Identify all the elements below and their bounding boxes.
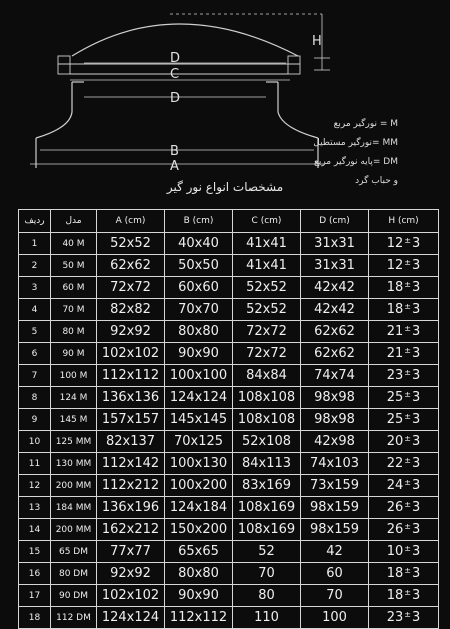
cell-model: 200 MM xyxy=(51,475,97,497)
cell-model: 100 M xyxy=(51,365,97,387)
cell-h xyxy=(369,233,439,255)
header-a: A (cm) xyxy=(97,210,165,233)
cell-b: 65x65 xyxy=(165,541,233,563)
cell-d: 98x159 xyxy=(301,497,369,519)
cell-c: 83x169 xyxy=(233,475,301,497)
cell-c: 84x113 xyxy=(233,453,301,475)
cell-a: 52x52 xyxy=(97,233,165,255)
legend-item: و حباب گرد xyxy=(355,176,398,186)
tolerance-sign: ± xyxy=(404,610,411,619)
cell-model: 125 MM xyxy=(51,431,97,453)
tolerance-sign: ± xyxy=(404,412,411,421)
height-value: 22 xyxy=(386,456,404,471)
height-value: 18 xyxy=(386,566,404,581)
cell-h xyxy=(369,255,439,277)
height-value: 23 xyxy=(386,610,404,625)
skylight-spec-table xyxy=(18,209,439,629)
cell-c: 84x84 xyxy=(233,365,301,387)
cell-a: 72x72 xyxy=(97,277,165,299)
height-value: 21 xyxy=(386,324,404,339)
cell-d: 42x42 xyxy=(301,299,369,321)
dim-label-d-top: D xyxy=(170,51,181,66)
cell-b: 60x60 xyxy=(165,277,233,299)
tolerance-value: 3 xyxy=(411,500,421,515)
cell-d: 42 xyxy=(301,541,369,563)
cell-model: 184 MM xyxy=(51,497,97,519)
table-row xyxy=(19,387,439,409)
cell-a: 124x124 xyxy=(97,607,165,629)
cell-d: 98x98 xyxy=(301,387,369,409)
cell-c: 52x52 xyxy=(233,277,301,299)
cell-row-number: 2 xyxy=(19,255,51,277)
tolerance-value: 3 xyxy=(411,544,421,559)
cell-d: 42x42 xyxy=(301,277,369,299)
cell-h xyxy=(369,299,439,321)
tolerance-sign: ± xyxy=(404,346,411,355)
cell-a: 92x92 xyxy=(97,563,165,585)
tolerance-sign: ± xyxy=(404,302,411,311)
height-value: 20 xyxy=(386,434,404,449)
cell-model: 130 MM xyxy=(51,453,97,475)
table-row xyxy=(19,255,439,277)
table-row xyxy=(19,365,439,387)
tolerance-value: 3 xyxy=(411,324,421,339)
height-value: 12 xyxy=(386,258,404,273)
cell-d: 60 xyxy=(301,563,369,585)
cell-a: 82x82 xyxy=(97,299,165,321)
tolerance-sign: ± xyxy=(404,368,411,377)
cell-c: 72x72 xyxy=(233,321,301,343)
cell-c: 110 xyxy=(233,607,301,629)
cell-b: 80x80 xyxy=(165,321,233,343)
tolerance-sign: ± xyxy=(404,478,411,487)
cell-b: 70x125 xyxy=(165,431,233,453)
header-c: C (cm) xyxy=(233,210,301,233)
table-row xyxy=(19,233,439,255)
tolerance-value: 3 xyxy=(411,588,421,603)
tolerance-sign: ± xyxy=(404,324,411,333)
cell-a: 62x62 xyxy=(97,255,165,277)
cell-c: 41x41 xyxy=(233,233,301,255)
tolerance-sign: ± xyxy=(404,434,411,443)
cell-h xyxy=(369,519,439,541)
tolerance-value: 3 xyxy=(411,412,421,427)
cell-row-number: 6 xyxy=(19,343,51,365)
tolerance-value: 3 xyxy=(411,610,421,625)
tolerance-sign: ± xyxy=(404,280,411,289)
cell-model: 145 M xyxy=(51,409,97,431)
tolerance-sign: ± xyxy=(404,544,411,553)
table-row xyxy=(19,453,439,475)
tolerance-value: 3 xyxy=(411,258,421,273)
cell-model: 124 M xyxy=(51,387,97,409)
dim-label-a: A xyxy=(170,159,179,174)
cell-row-number: 7 xyxy=(19,365,51,387)
cell-h xyxy=(369,453,439,475)
cell-h xyxy=(369,387,439,409)
header-h: H (cm) xyxy=(369,210,439,233)
cell-h xyxy=(369,343,439,365)
table-row xyxy=(19,585,439,607)
cell-d: 100 xyxy=(301,607,369,629)
table-row xyxy=(19,321,439,343)
cell-b: 90x90 xyxy=(165,343,233,365)
legend-item: DM =پایه نورگیر مربع xyxy=(314,157,398,167)
cell-row-number: 3 xyxy=(19,277,51,299)
height-value: 18 xyxy=(386,280,404,295)
cell-row-number: 8 xyxy=(19,387,51,409)
cell-model: 60 M xyxy=(51,277,97,299)
cell-b: 70x70 xyxy=(165,299,233,321)
cell-model: 80 DM xyxy=(51,563,97,585)
cell-a: 162x212 xyxy=(97,519,165,541)
cell-c: 108x108 xyxy=(233,387,301,409)
dim-label-d-mid: D xyxy=(170,91,181,106)
cell-d: 31x31 xyxy=(301,255,369,277)
table-row xyxy=(19,277,439,299)
cell-row-number: 15 xyxy=(19,541,51,563)
tolerance-value: 3 xyxy=(411,236,421,251)
tolerance-value: 3 xyxy=(411,302,421,317)
height-value: 12 xyxy=(386,236,404,251)
height-value: 21 xyxy=(386,346,404,361)
cell-row-number: 4 xyxy=(19,299,51,321)
cell-d: 98x159 xyxy=(301,519,369,541)
cell-a: 102x102 xyxy=(97,343,165,365)
cell-a: 77x77 xyxy=(97,541,165,563)
cell-b: 124x184 xyxy=(165,497,233,519)
cell-model: 112 DM xyxy=(51,607,97,629)
cell-row-number: 1 xyxy=(19,233,51,255)
cell-h xyxy=(369,321,439,343)
cell-d: 73x159 xyxy=(301,475,369,497)
cell-c: 52x108 xyxy=(233,431,301,453)
cell-a: 112x142 xyxy=(97,453,165,475)
tolerance-sign: ± xyxy=(404,258,411,267)
cell-a: 102x102 xyxy=(97,585,165,607)
height-value: 25 xyxy=(386,412,404,427)
legend-item: MM =نورگیر مستطیل xyxy=(313,138,398,148)
height-value: 10 xyxy=(386,544,404,559)
cell-h xyxy=(369,277,439,299)
dome-outline xyxy=(72,24,298,56)
cell-row-number: 14 xyxy=(19,519,51,541)
table-header-row xyxy=(19,210,439,233)
table-row xyxy=(19,409,439,431)
tolerance-value: 3 xyxy=(411,566,421,581)
dim-label-h: H xyxy=(312,34,322,49)
height-value: 23 xyxy=(386,368,404,383)
header-d: D (cm) xyxy=(301,210,369,233)
base-left-profile xyxy=(36,82,72,138)
cell-c: 52x52 xyxy=(233,299,301,321)
tolerance-sign: ± xyxy=(404,456,411,465)
tolerance-sign: ± xyxy=(404,236,411,245)
cell-c: 108x108 xyxy=(233,409,301,431)
tolerance-value: 3 xyxy=(411,522,421,537)
cell-d: 70 xyxy=(301,585,369,607)
table-row xyxy=(19,563,439,585)
dim-label-b: B xyxy=(170,144,179,159)
cell-h xyxy=(369,585,439,607)
height-value: 18 xyxy=(386,302,404,317)
cell-d: 74x103 xyxy=(301,453,369,475)
cell-b: 100x200 xyxy=(165,475,233,497)
header-row-number: ردیف xyxy=(19,210,51,233)
cell-b: 150x200 xyxy=(165,519,233,541)
cell-d: 98x98 xyxy=(301,409,369,431)
table-row xyxy=(19,541,439,563)
cell-b: 100x130 xyxy=(165,453,233,475)
tolerance-value: 3 xyxy=(411,390,421,405)
cell-b: 124x124 xyxy=(165,387,233,409)
height-value: 24 xyxy=(386,478,404,493)
table-body xyxy=(19,233,439,629)
dim-label-c: C xyxy=(170,67,180,82)
cell-b: 80x80 xyxy=(165,563,233,585)
tolerance-sign: ± xyxy=(404,522,411,531)
table-row xyxy=(19,497,439,519)
tolerance-value: 3 xyxy=(411,368,421,383)
cell-row-number: 18 xyxy=(19,607,51,629)
cell-model: 70 M xyxy=(51,299,97,321)
cell-a: 112x112 xyxy=(97,365,165,387)
cell-b: 112x112 xyxy=(165,607,233,629)
height-value: 18 xyxy=(386,588,404,603)
cell-d: 74x74 xyxy=(301,365,369,387)
cell-h xyxy=(369,365,439,387)
tolerance-sign: ± xyxy=(404,390,411,399)
cell-row-number: 5 xyxy=(19,321,51,343)
cell-c: 72x72 xyxy=(233,343,301,365)
header-model: مدل xyxy=(51,210,97,233)
cell-b: 40x40 xyxy=(165,233,233,255)
cell-model: 200 MM xyxy=(51,519,97,541)
cell-row-number: 12 xyxy=(19,475,51,497)
tolerance-value: 3 xyxy=(411,456,421,471)
table-row xyxy=(19,431,439,453)
cell-d: 31x31 xyxy=(301,233,369,255)
cell-d: 62x62 xyxy=(301,343,369,365)
table-row xyxy=(19,475,439,497)
cell-b: 90x90 xyxy=(165,585,233,607)
cell-row-number: 17 xyxy=(19,585,51,607)
cell-c: 80 xyxy=(233,585,301,607)
legend-item: M = نورگیر مربع xyxy=(333,119,398,129)
cell-row-number: 9 xyxy=(19,409,51,431)
cell-model: 90 DM xyxy=(51,585,97,607)
cell-h xyxy=(369,475,439,497)
table-caption: مشخصات انواع نور گیر xyxy=(166,180,284,194)
tolerance-sign: ± xyxy=(404,566,411,575)
height-value: 25 xyxy=(386,390,404,405)
cell-model: 80 M xyxy=(51,321,97,343)
cell-c: 70 xyxy=(233,563,301,585)
table-row xyxy=(19,299,439,321)
cell-c: 52 xyxy=(233,541,301,563)
cell-d: 42x98 xyxy=(301,431,369,453)
cell-row-number: 16 xyxy=(19,563,51,585)
tolerance-value: 3 xyxy=(411,280,421,295)
cell-h xyxy=(369,563,439,585)
cell-c: 108x169 xyxy=(233,519,301,541)
height-value: 26 xyxy=(386,522,404,537)
cell-model: 40 M xyxy=(51,233,97,255)
cell-a: 136x196 xyxy=(97,497,165,519)
header-b: B (cm) xyxy=(165,210,233,233)
cell-a: 82x137 xyxy=(97,431,165,453)
cell-model: 90 M xyxy=(51,343,97,365)
cell-h xyxy=(369,431,439,453)
cell-b: 50x50 xyxy=(165,255,233,277)
table-row xyxy=(19,343,439,365)
tolerance-sign: ± xyxy=(404,500,411,509)
cell-h xyxy=(369,497,439,519)
cell-d: 62x62 xyxy=(301,321,369,343)
cell-h xyxy=(369,409,439,431)
cell-c: 108x169 xyxy=(233,497,301,519)
cell-h xyxy=(369,541,439,563)
cell-model: 65 DM xyxy=(51,541,97,563)
cell-b: 100x100 xyxy=(165,365,233,387)
tolerance-value: 3 xyxy=(411,434,421,449)
cell-row-number: 10 xyxy=(19,431,51,453)
tolerance-value: 3 xyxy=(411,346,421,361)
cell-a: 112x212 xyxy=(97,475,165,497)
height-value: 26 xyxy=(386,500,404,515)
cell-a: 92x92 xyxy=(97,321,165,343)
cell-model: 50 M xyxy=(51,255,97,277)
tolerance-sign: ± xyxy=(404,588,411,597)
cell-a: 157x157 xyxy=(97,409,165,431)
tolerance-value: 3 xyxy=(411,478,421,493)
cell-a: 136x136 xyxy=(97,387,165,409)
cell-row-number: 13 xyxy=(19,497,51,519)
cell-row-number: 11 xyxy=(19,453,51,475)
table-row xyxy=(19,519,439,541)
cell-c: 41x41 xyxy=(233,255,301,277)
cell-b: 145x145 xyxy=(165,409,233,431)
